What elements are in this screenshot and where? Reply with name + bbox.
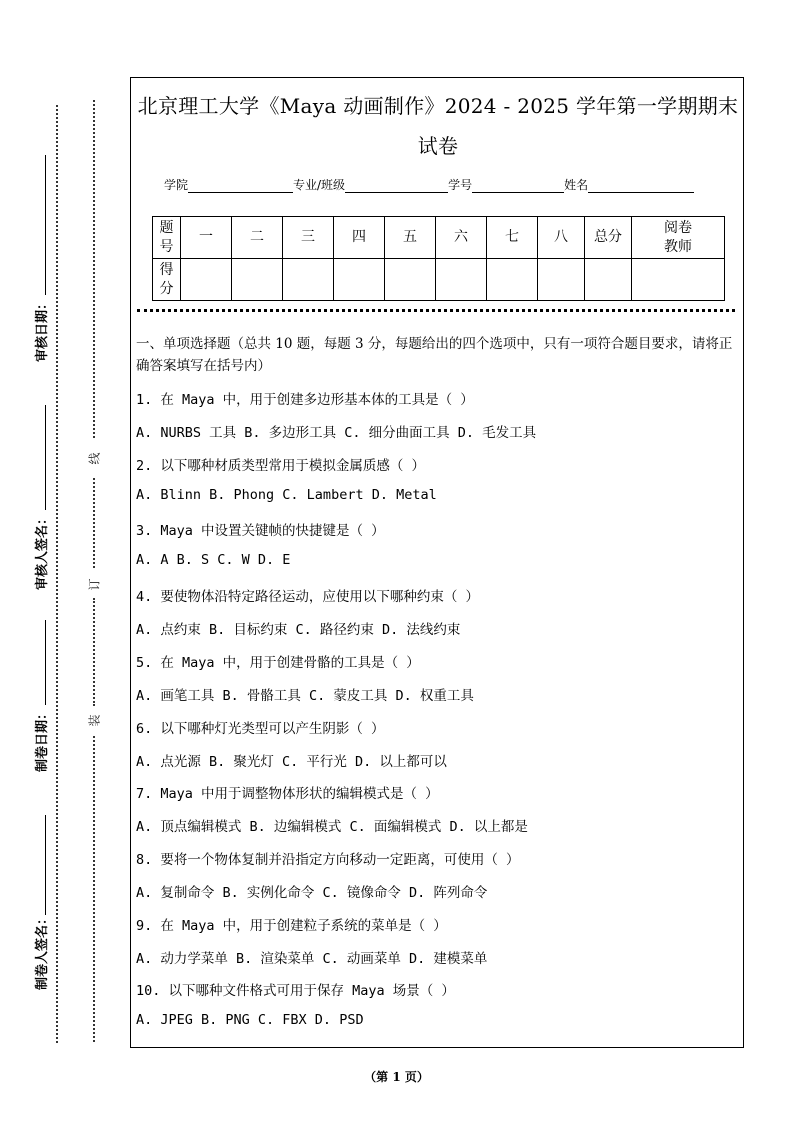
col-4: 四 xyxy=(334,217,385,259)
col-total: 总分 xyxy=(585,217,632,259)
college-field[interactable] xyxy=(188,180,293,193)
binding-dotted-rule-top xyxy=(93,100,95,438)
score-cell-total[interactable] xyxy=(585,259,632,301)
question-9-options: A. 动力学菜单 B. 渲染菜单 C. 动画菜单 D. 建模菜单 xyxy=(136,951,488,967)
question-8: 8. 要将一个物体复制并沿指定方向移动一定距离，可使用（ ） xyxy=(136,852,520,868)
exam-title-line1: 北京理工大学《Maya 动画制作》2024 - 2025 学年第一学期期末 xyxy=(137,94,739,118)
score-cell-3[interactable] xyxy=(283,259,334,301)
major-field[interactable] xyxy=(345,180,448,193)
score-cell-6[interactable] xyxy=(436,259,487,301)
question-4: 4. 要使物体沿特定路径运动，应使用以下哪种约束（ ） xyxy=(136,589,480,605)
exam-title-line2: 试卷 xyxy=(417,134,459,158)
major-label: 专业/班级 xyxy=(293,178,346,192)
grader-header: 阅卷 教师 xyxy=(632,217,725,259)
reviewer-date-label: 审核日期： xyxy=(35,296,50,362)
score-cell-5[interactable] xyxy=(385,259,436,301)
score-cell-7[interactable] xyxy=(487,259,538,301)
page-number: （第 1 页） xyxy=(364,1070,429,1084)
name-label: 姓名 xyxy=(564,178,589,192)
question-1: 1. 在 Maya 中，用于创建多边形基本体的工具是（ ） xyxy=(136,392,474,408)
question-4-options: A. 点约束 B. 目标约束 C. 路径约束 D. 法线约束 xyxy=(136,622,461,638)
name-field[interactable] xyxy=(588,180,694,193)
section-heading: 一、单项选择题（总共 10 题，每题 3 分，每题给出的四个选项中，只有一项符合题目要求，请将正确答案填写在括号内） xyxy=(136,336,733,374)
student-id-label: 学号 xyxy=(448,178,473,192)
col-2: 二 xyxy=(232,217,283,259)
score-cell-4[interactable] xyxy=(334,259,385,301)
question-10-options: A. JPEG B. PNG C. FBX D. PSD xyxy=(136,1012,364,1028)
question-8-options: A. 复制命令 B. 实例化命令 C. 镜像命令 D. 阵列命令 xyxy=(136,885,488,901)
bind-mark-line: 线 xyxy=(87,452,102,465)
exam-frame xyxy=(130,77,744,1048)
score-row-header: 得 分 xyxy=(153,259,181,301)
grader-cell[interactable] xyxy=(632,259,725,301)
question-7-options: A. 顶点编辑模式 B. 边编辑模式 C. 面编辑模式 D. 以上都是 xyxy=(136,819,528,835)
question-6: 6. 以下哪种灯光类型可以产生阴影（ ） xyxy=(136,721,385,737)
col-6: 六 xyxy=(436,217,487,259)
maker-sign-label: 制卷人签名： xyxy=(35,911,50,990)
student-id-field[interactable] xyxy=(472,180,564,193)
question-6-options: A. 点光源 B. 聚光灯 C. 平行光 D. 以上都可以 xyxy=(136,754,447,770)
question-2: 2. 以下哪种材质类型常用于模拟金属质感（ ） xyxy=(136,458,426,474)
question-10: 10. 以下哪种文件格式可用于保存 Maya 场景（ ） xyxy=(136,983,455,999)
question-5: 5. 在 Maya 中，用于创建骨骼的工具是（ ） xyxy=(136,655,420,671)
question-9: 9. 在 Maya 中，用于创建粒子系统的菜单是（ ） xyxy=(136,918,447,934)
reviewer-date-line xyxy=(45,155,46,295)
col-7: 七 xyxy=(487,217,538,259)
col-1: 一 xyxy=(181,217,232,259)
maker-date-label: 制卷日期： xyxy=(35,706,50,772)
reviewer-sign-label: 审核人签名： xyxy=(35,511,50,590)
bind-mark-zhuang: 装 xyxy=(87,714,102,727)
bind-mark-ding: 订 xyxy=(87,578,102,591)
question-3: 3. Maya 中设置关键帧的快捷键是（ ） xyxy=(136,523,385,539)
maker-sign-line xyxy=(45,815,46,915)
reviewer-sign-line xyxy=(45,405,46,510)
student-info-row xyxy=(164,176,694,193)
header-separator xyxy=(137,309,735,312)
question-number-header: 题 号 xyxy=(153,217,181,259)
score-cell-8[interactable] xyxy=(538,259,585,301)
question-5-options: A. 画笔工具 B. 骨骼工具 C. 蒙皮工具 D. 权重工具 xyxy=(136,688,474,704)
col-8: 八 xyxy=(538,217,585,259)
college-label: 学院 xyxy=(164,178,189,192)
question-3-options: A. A B. S C. W D. E xyxy=(136,552,291,568)
left-dotted-rule xyxy=(56,105,58,1043)
question-1-options: A. NURBS 工具 B. 多边形工具 C. 细分曲面工具 D. 毛发工具 xyxy=(136,425,537,441)
score-table xyxy=(152,216,725,301)
col-3: 三 xyxy=(283,217,334,259)
col-5: 五 xyxy=(385,217,436,259)
binding-dotted-rule-bottom xyxy=(93,736,95,1042)
binding-dotted-rule-low xyxy=(93,598,95,706)
question-2-options: A. Blinn B. Phong C. Lambert D. Metal xyxy=(136,487,437,503)
binding-dotted-rule-mid xyxy=(93,478,95,568)
score-cell-1[interactable] xyxy=(181,259,232,301)
score-cell-2[interactable] xyxy=(232,259,283,301)
maker-date-line xyxy=(45,620,46,705)
question-7: 7. Maya 中用于调整物体形状的编辑模式是（ ） xyxy=(136,786,439,802)
